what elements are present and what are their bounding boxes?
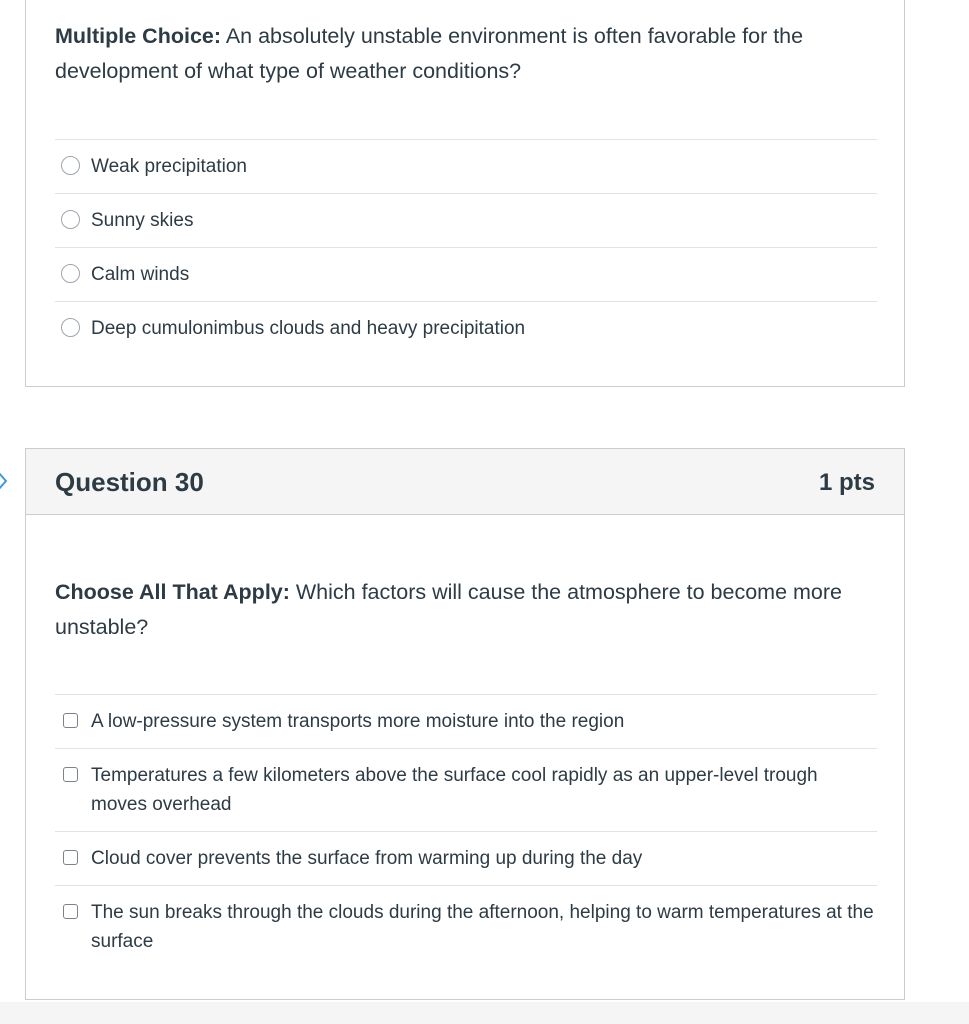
answer-list [55, 694, 877, 968]
flag-question-icon[interactable] [0, 470, 10, 492]
checkbox-icon[interactable] [63, 904, 78, 919]
answer-option[interactable] [55, 749, 877, 832]
radio-button-icon[interactable] [61, 156, 80, 175]
question-points: 1 pts [818, 469, 875, 496]
answer-option[interactable] [55, 194, 877, 248]
radio-button-icon[interactable] [61, 318, 80, 337]
answer-label: Deep cumulonimbus clouds and heavy precipitation [91, 318, 526, 339]
checkbox-icon[interactable] [63, 850, 78, 865]
answer-label: The sun breaks through the clouds during the afternoon, helping to warm temperatures at the surface [91, 902, 874, 952]
question-29-card [25, 0, 905, 387]
question-30-text [55, 575, 875, 645]
question-prompt: An absolutely unstable environment is often favorable for the development of what type of weather conditions? [55, 24, 804, 83]
radio-button-icon[interactable] [61, 210, 80, 229]
question-type-label: Choose All That Apply: [55, 580, 290, 604]
answer-label: Sunny skies [91, 210, 194, 231]
answer-label: A low-pressure system transports more moisture into the region [91, 711, 625, 732]
answer-option[interactable] [55, 832, 877, 886]
answer-option[interactable] [55, 302, 877, 355]
answer-list [55, 139, 877, 355]
checkbox-icon[interactable] [63, 713, 78, 728]
question-prompt: Which factors will cause the atmosphere to become more unstable? [55, 580, 842, 639]
radio-button-icon[interactable] [61, 264, 80, 283]
question-30-card [25, 448, 905, 1000]
question-title: Question 30 [55, 467, 204, 497]
page-footer-band [0, 1002, 969, 1024]
answer-label: Temperatures a few kilometers above the surface cool rapidly as an upper-level trough moves overhead [91, 765, 818, 815]
answer-label: Cloud cover prevents the surface from warming up during the day [91, 848, 643, 869]
question-type-label: Multiple Choice: [55, 24, 222, 48]
answer-option[interactable] [55, 248, 877, 302]
answer-option[interactable] [55, 886, 877, 968]
question-header [26, 449, 904, 515]
answer-label: Calm winds [91, 264, 190, 285]
answer-option[interactable] [55, 140, 877, 194]
answer-label: Weak precipitation [91, 156, 247, 177]
answer-option[interactable] [55, 695, 877, 749]
checkbox-icon[interactable] [63, 767, 78, 782]
question-29-text [55, 19, 875, 89]
